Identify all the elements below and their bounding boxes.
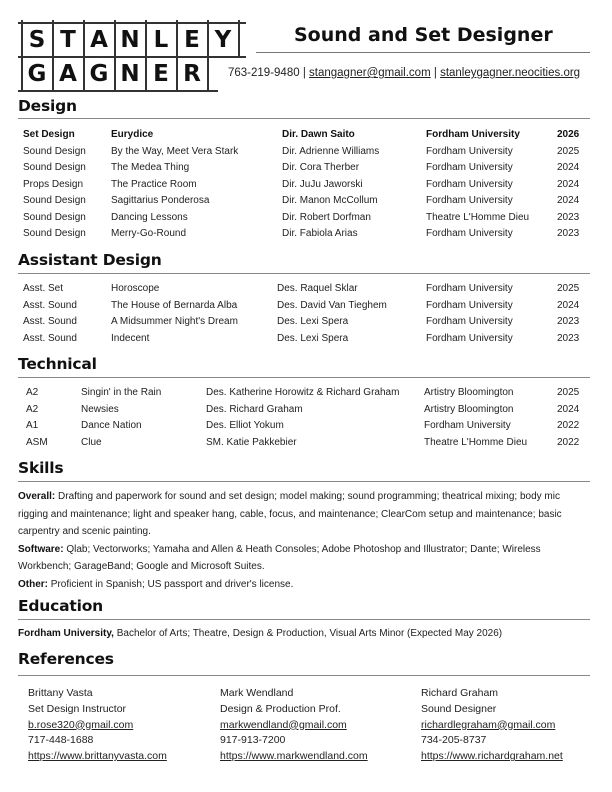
credit-role: A2 <box>26 403 39 415</box>
reference-email-link[interactable]: b.rose320@gmail.com <box>28 718 134 731</box>
credit-row <box>0 146 612 162</box>
reference-website-link[interactable]: https://www.markwendland.com <box>220 750 368 763</box>
reference-card <box>220 686 368 765</box>
credit-venue: Fordham University <box>426 283 513 294</box>
credit-director: Des. Katherine Horowitz & Richard Graham <box>206 387 400 398</box>
skills-divider <box>18 481 590 482</box>
credit-role: Sound Design <box>23 211 86 223</box>
credit-row <box>0 316 612 332</box>
credit-row <box>0 300 612 316</box>
logo-letter: T <box>60 26 76 53</box>
contact-line <box>228 67 580 79</box>
reference-card <box>28 686 167 765</box>
reference-website-link[interactable]: https://www.brittanyvasta.com <box>28 750 167 763</box>
credit-venue: Fordham University <box>426 195 513 206</box>
reference-card <box>421 686 563 765</box>
reference-role: Sound Designer <box>421 702 497 715</box>
contact-separator: | <box>433 67 437 79</box>
credit-year: 2024 <box>557 195 580 206</box>
logo-grid-line <box>176 20 178 90</box>
assistant-design-divider <box>18 273 590 274</box>
credit-director: Des. Elliot Yokum <box>206 420 284 431</box>
credit-director: Des. David Van Tieghem <box>277 299 387 311</box>
credit-director: Des. Raquel Sklar <box>277 283 358 294</box>
credit-year: 2022 <box>557 436 580 448</box>
credit-role: Sound Design <box>23 195 86 206</box>
credit-year: 2026 <box>557 129 580 140</box>
credit-production: Singin' in the Rain <box>81 387 162 398</box>
logo-grid-line <box>18 22 246 24</box>
credit-production: Eurydice <box>111 129 154 140</box>
technical-heading: Technical <box>18 355 97 373</box>
education-heading: Education <box>18 597 103 615</box>
logo-grid-line <box>145 20 147 90</box>
credit-row <box>0 162 612 178</box>
credit-director: Des. Richard Graham <box>206 403 303 415</box>
credit-production: Horoscope <box>111 283 160 294</box>
education-entry <box>18 628 502 639</box>
logo-letter: G <box>27 60 47 87</box>
credit-venue: Fordham University <box>426 178 513 190</box>
credit-director: Dir. Manon McCollum <box>282 195 378 206</box>
logo-grid-line <box>52 20 54 90</box>
credit-production: Clue <box>81 436 102 448</box>
reference-name: Mark Wendland <box>220 687 294 699</box>
credit-role: Asst. Set <box>23 283 64 294</box>
logo-letter: E <box>153 60 169 87</box>
credit-venue: Fordham University <box>426 299 513 311</box>
credit-year: 2024 <box>557 162 580 173</box>
credit-row <box>0 129 612 145</box>
credit-production: The House of Bernarda Alba <box>111 299 238 311</box>
credit-director: Dir. Adrienne Williams <box>282 145 380 157</box>
credit-production: Sagittarius Ponderosa <box>111 195 210 206</box>
credit-director: Dir. Dawn Saito <box>282 129 355 140</box>
credit-production: Dancing Lessons <box>111 211 188 223</box>
skills-other: Other: Proficient in Spanish; US passport and driver's license. <box>18 578 294 590</box>
credit-production: By the Way, Meet Vera Stark <box>111 145 239 157</box>
reference-name: Richard Graham <box>421 687 499 699</box>
logo-grid-line <box>18 90 218 92</box>
credit-role: Asst. Sound <box>23 316 77 327</box>
credit-role: Asst. Sound <box>23 332 77 344</box>
credit-production: Indecent <box>111 332 150 344</box>
reference-phone: 717-448-1688 <box>28 734 94 747</box>
logo-letter: R <box>183 60 201 87</box>
education-divider <box>18 619 590 620</box>
credit-row <box>0 179 612 195</box>
logo-grid-line <box>18 56 246 58</box>
credit-row <box>0 195 612 211</box>
website-link[interactable]: stanleygagner.neocities.org <box>440 67 581 79</box>
logo-letter: E <box>184 26 200 53</box>
credit-director: SM. Katie Pakkebier <box>206 436 297 448</box>
reference-name: Brittany Vasta <box>28 687 93 699</box>
credit-director: Des. Lexi Spera <box>277 316 349 327</box>
credit-venue: Fordham University <box>426 332 513 344</box>
assistant-design-heading: Assistant Design <box>18 251 162 269</box>
credit-venue: Theatre L'Homme Dieu <box>426 211 530 223</box>
credit-venue: Fordham University <box>426 129 520 140</box>
credit-year: 2025 <box>557 283 580 294</box>
credit-production: Dance Nation <box>81 420 142 431</box>
credit-production: The Medea Thing <box>111 162 190 173</box>
credit-role: Set Design <box>23 129 75 140</box>
credit-role: Sound Design <box>23 162 86 173</box>
credit-row <box>0 283 612 299</box>
logo-letter: S <box>28 26 46 53</box>
credit-production: The Practice Room <box>111 178 197 190</box>
credit-row <box>0 333 612 349</box>
skills-software: Software: Qlab; Vectorworks; Yamaha and Allen & Heath Consoles; Adobe Photoshop and Illustrator; Dante; Wireless Workbench; GarageBand; Google and Microsoft Suites. <box>18 543 541 572</box>
name-logo <box>18 20 246 90</box>
logo-grid-line <box>207 20 209 90</box>
credit-director: Dir. Fabiola Arias <box>282 228 358 239</box>
contact-separator: | <box>302 67 306 79</box>
credit-director: Dir. JuJu Jaworski <box>282 178 363 190</box>
credit-year: 2023 <box>557 316 580 327</box>
credit-production: Merry-Go-Round <box>111 228 187 239</box>
credit-row <box>0 387 612 403</box>
reference-role: Set Design Instructor <box>28 702 127 715</box>
credit-production: A Midsummer Night's Dream <box>111 316 238 327</box>
logo-letter: G <box>89 60 109 87</box>
skills-block <box>18 488 590 593</box>
references-divider <box>18 675 590 676</box>
credit-role: A2 <box>26 387 39 398</box>
credit-year: 2022 <box>557 420 580 431</box>
credit-venue: Theatre L'Homme Dieu <box>424 436 528 448</box>
logo-letter: N <box>120 26 140 53</box>
reference-phone: 917-913-7200 <box>220 734 286 747</box>
phone-number: 763-219-9480 <box>228 67 300 79</box>
credit-year: 2023 <box>557 211 580 223</box>
credit-venue: Fordham University <box>426 145 513 157</box>
logo-letter: N <box>120 60 140 87</box>
title-divider <box>256 52 590 53</box>
credit-role: ASM <box>26 436 48 448</box>
technical-divider <box>18 377 590 378</box>
logo-letter: L <box>153 26 169 53</box>
credit-year: 2024 <box>557 299 580 311</box>
design-heading: Design <box>18 97 77 115</box>
reference-website-link[interactable]: https://www.richardgraham.net <box>421 750 563 763</box>
credit-year: 2025 <box>557 387 580 398</box>
education-details: Bachelor of Arts; Theatre, Design & Production, Visual Arts Minor (Expected May 2026) <box>116 628 503 639</box>
credit-year: 2024 <box>557 403 580 415</box>
credit-venue: Artistry Bloomington <box>424 403 514 415</box>
email-link[interactable]: stangagner@gmail.com <box>309 67 431 79</box>
credit-row <box>0 228 612 244</box>
credit-director: Dir. Robert Dorfman <box>282 211 371 223</box>
credit-year: 2023 <box>557 228 580 239</box>
credit-row <box>0 420 612 436</box>
credit-role: Props Design <box>23 178 84 190</box>
logo-grid-line <box>21 20 23 90</box>
credit-venue: Fordham University <box>426 228 513 239</box>
reference-phone: 734-205-8737 <box>421 734 487 747</box>
logo-grid-line <box>238 20 240 56</box>
reference-role: Design & Production Prof. <box>220 702 341 715</box>
references-heading: References <box>18 650 114 668</box>
credit-year: 2025 <box>557 145 580 157</box>
credit-role: Sound Design <box>23 145 86 157</box>
credit-production: Newsies <box>81 403 119 415</box>
credit-venue: Fordham University <box>424 420 511 431</box>
credit-venue: Artistry Bloomington <box>424 387 514 398</box>
logo-letter: A <box>59 60 77 87</box>
credit-row <box>0 437 612 453</box>
skills-heading: Skills <box>18 459 64 477</box>
skills-overall: Overall: Drafting and paperwork for sound and set design; model making; sound programming; theatrical mixing; body mic rigging and maintenance; light and speaker hang, cable, focus, and maintenance; ClearCom setup and maintenance; basic carpentry and scenic painting. <box>18 491 562 537</box>
reference-email-link[interactable]: markwendland@gmail.com <box>220 718 347 731</box>
credit-row <box>0 404 612 420</box>
logo-grid-line <box>114 20 116 90</box>
design-divider <box>18 118 590 119</box>
credit-director: Dir. Cora Therber <box>282 162 360 173</box>
reference-email-link[interactable]: richardlegraham@gmail.com <box>421 718 556 731</box>
logo-grid-line <box>83 20 85 90</box>
credit-year: 2023 <box>557 332 580 344</box>
credit-row <box>0 212 612 228</box>
credit-venue: Fordham University <box>426 162 513 173</box>
credit-role: Asst. Sound <box>23 299 77 311</box>
credit-role: Sound Design <box>23 228 86 239</box>
education-school: Fordham University, <box>18 628 114 639</box>
credit-venue: Fordham University <box>426 316 513 327</box>
credit-director: Des. Lexi Spera <box>277 332 349 344</box>
page-title: Sound and Set Designer <box>294 24 553 46</box>
credit-year: 2024 <box>557 178 580 190</box>
credit-role: A1 <box>26 420 39 431</box>
logo-letter: Y <box>214 26 232 53</box>
logo-letter: A <box>90 26 108 53</box>
